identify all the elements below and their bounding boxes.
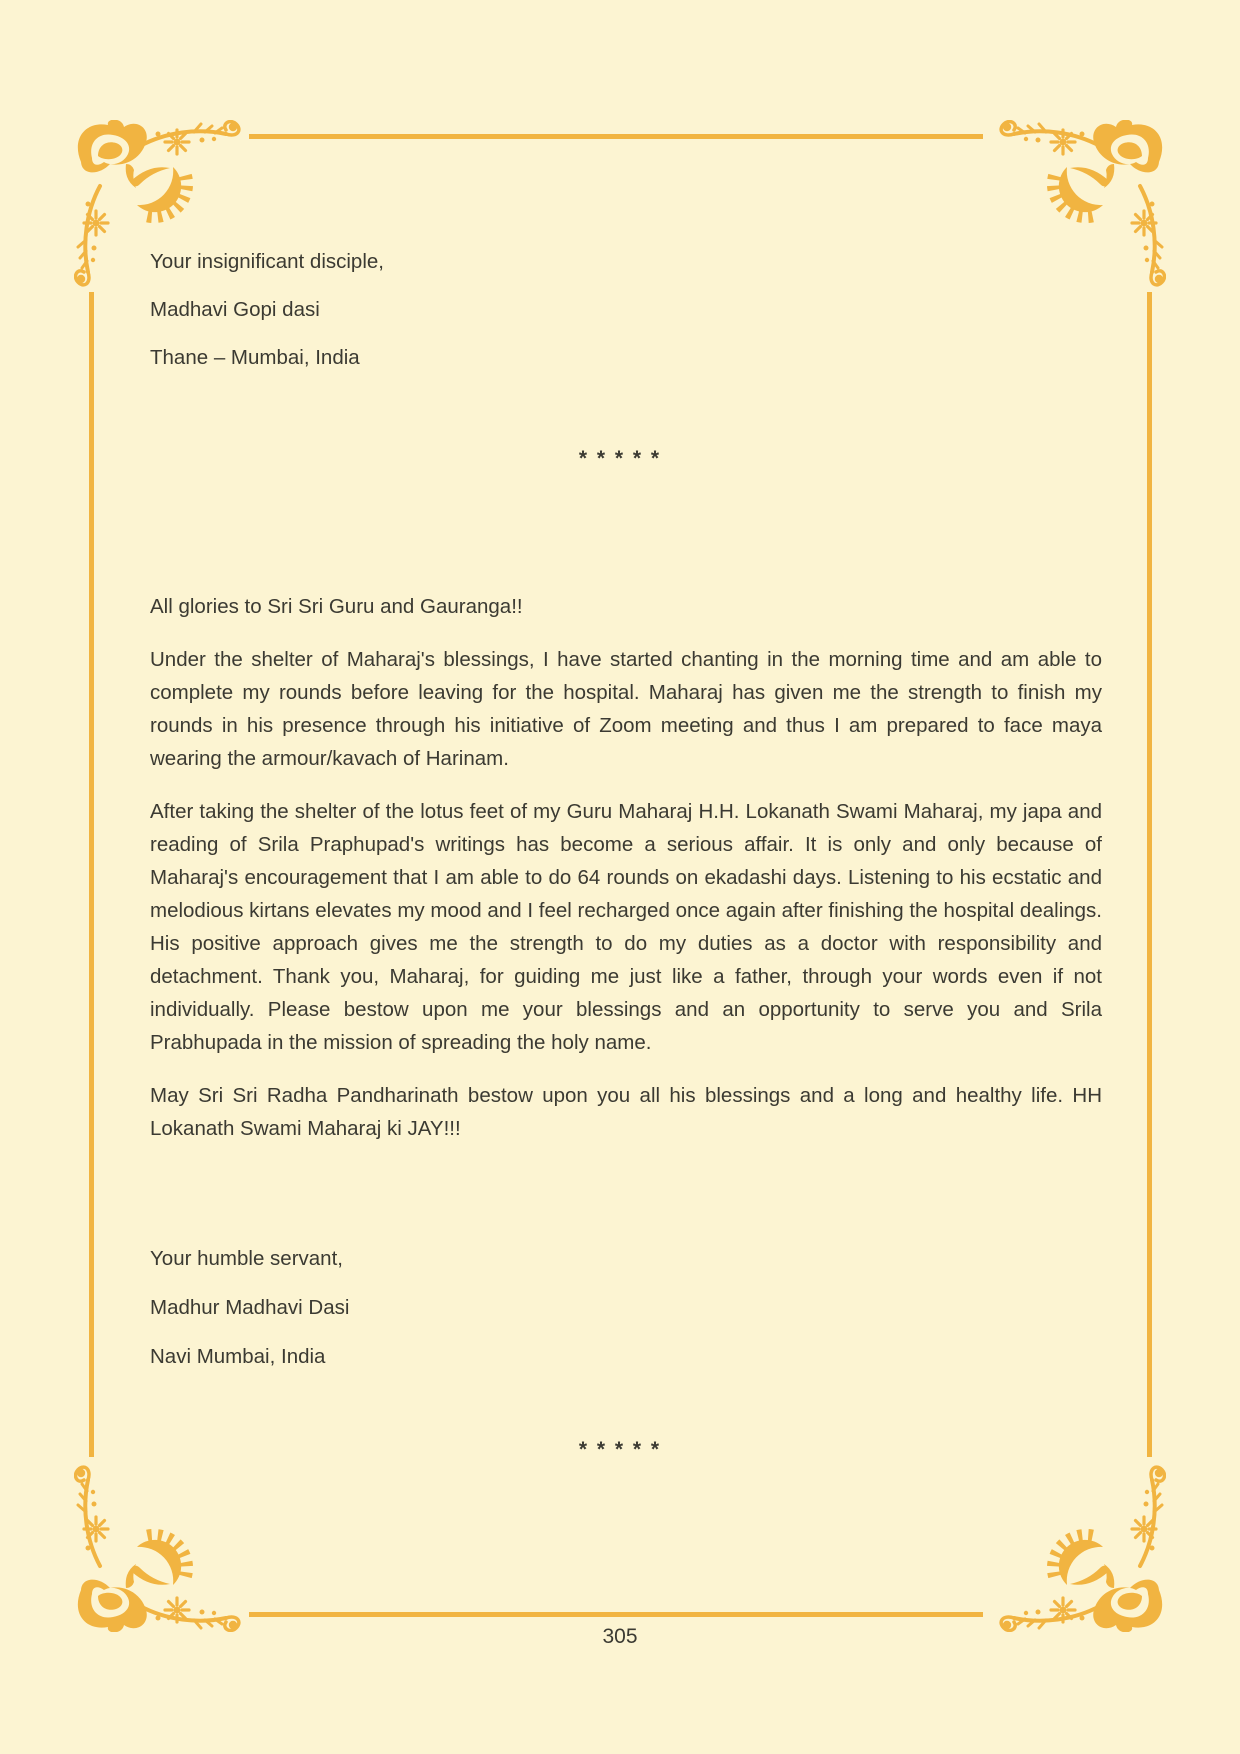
letter-salutation: All glories to Sri Sri Guru and Gauranga!! bbox=[150, 595, 523, 618]
section-separator: * * * * * bbox=[578, 1438, 662, 1461]
letter-closing bbox=[150, 1234, 850, 1381]
closing-line: Your insignificant disciple, bbox=[150, 250, 384, 273]
signature-name: Madhur Madhavi Dasi bbox=[150, 1296, 350, 1319]
closing-line: Your humble servant, bbox=[150, 1247, 343, 1270]
floral-corner-ornament-bottom-right bbox=[991, 1462, 1166, 1632]
border-line-top bbox=[249, 134, 983, 139]
previous-letter-closing bbox=[150, 238, 850, 382]
page-number: 305 bbox=[602, 1625, 638, 1648]
floral-corner-ornament-bottom-left bbox=[74, 1462, 249, 1632]
signature-location: Navi Mumbai, India bbox=[150, 1345, 326, 1368]
signature-name: Madhavi Gopi dasi bbox=[150, 298, 320, 321]
signature-location: Thane – Mumbai, India bbox=[150, 346, 360, 369]
border-line-bottom bbox=[249, 1612, 983, 1617]
letter-paragraph: May Sri Sri Radha Pandharinath bestow upon you all his blessings and a long and healthy life. HH Lokanath Swami Maharaj ki JAY!!! bbox=[150, 1084, 1102, 1140]
floral-corner-ornament-top-right bbox=[991, 120, 1166, 290]
letter-body bbox=[150, 590, 1102, 1165]
section-separator: * * * * * bbox=[578, 447, 662, 470]
letter-paragraph: After taking the shelter of the lotus feet of my Guru Maharaj H.H. Lokanath Swami Maharaj, my japa and reading of Srila Praphupad's writings has become a serious affair. It is only and only because of Maharaj's encouragement that I am able to do 64 rounds on ekadashi days. Listening to his ecstatic and melodious kirtans elevates my mood and I feel recharged once again after finishing the hospital dealings. His positive approach gives me the strength to do my duties as a doctor with responsibility and detachment. Thank you, Maharaj, for guiding me just like a father, through your words even if not individually. Please bestow upon me your blessings and an opportunity to serve you and Srila Prabhupada in the mission of spreading the holy name. bbox=[150, 800, 1102, 1054]
letter-paragraph: Under the shelter of Maharaj's blessings, I have started chanting in the morning time and am able to complete my rounds before leaving for the hospital. Maharaj has given me the strength to finish my rounds in his presence through his initiative of Zoom meeting and thus I am prepared to face maya wearing the armour/kavach of Harinam. bbox=[150, 648, 1102, 770]
